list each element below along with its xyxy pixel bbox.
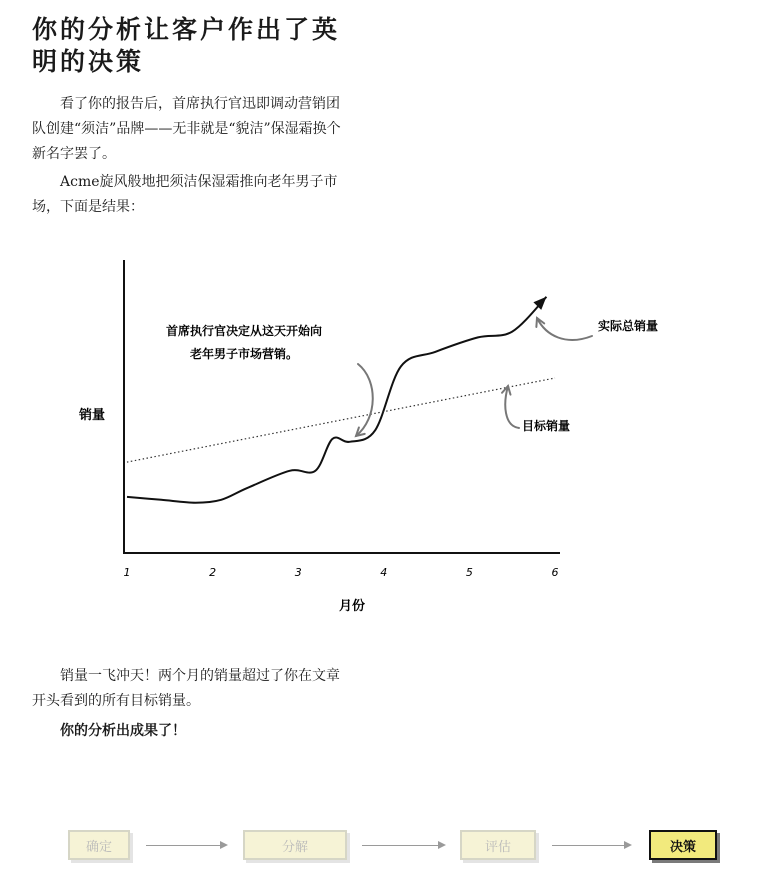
x-tick-label: 2 [209,566,217,579]
y-axis-label: 销量 [78,408,106,423]
conclusion-text: 你的分析出成果了！ [60,723,186,739]
x-tick-label: 6 [551,566,559,579]
process-steps [0,828,767,868]
step-disassemble: 分解 [243,830,347,860]
x-tick-label: 4 [380,566,388,579]
x-tick-label: 1 [123,566,131,579]
market-paragraph: Acme旋风般地把须洁保湿霜推向老年男子市场，下面是结果： [32,174,338,215]
intro-paragraph: 看了你的报告后，首席执行官迅即调动营销团队创建“须洁”品牌——无非就是“貌洁”保湿霜换个新名字罢了。 [32,96,341,162]
launch-annotation-line-1: 首席执行官决定从这天开始向 [165,324,323,338]
actual-sales-callout-arrow [537,318,592,340]
step-arrow [362,845,444,846]
target-sales-line [127,378,555,462]
target-sales-annotation: 目标销量 [522,419,571,433]
launch-annotation-line-2: 老年男子市场营销。 [189,347,299,361]
step-define: 确定 [68,830,130,860]
target-sales-callout-arrow [505,386,519,428]
result-paragraph: 销量一飞冲天！两个月的销量超过了你在文章开头看到的所有目标销量。 [32,668,340,709]
step-arrow [146,845,226,846]
x-tick-label: 5 [465,566,473,579]
launch-callout-arrow [356,364,373,436]
page-title: 你的分析让客户作出了英明的决策 [32,15,341,76]
x-tick-label: 3 [294,566,302,579]
step-decide: 决策 [649,830,717,860]
actual-sales-annotation: 实际总销量 [598,319,659,333]
step-arrow [552,845,630,846]
x-axis-label: 月份 [338,599,366,614]
sales-chart [0,240,767,630]
step-evaluate: 评估 [460,830,536,860]
